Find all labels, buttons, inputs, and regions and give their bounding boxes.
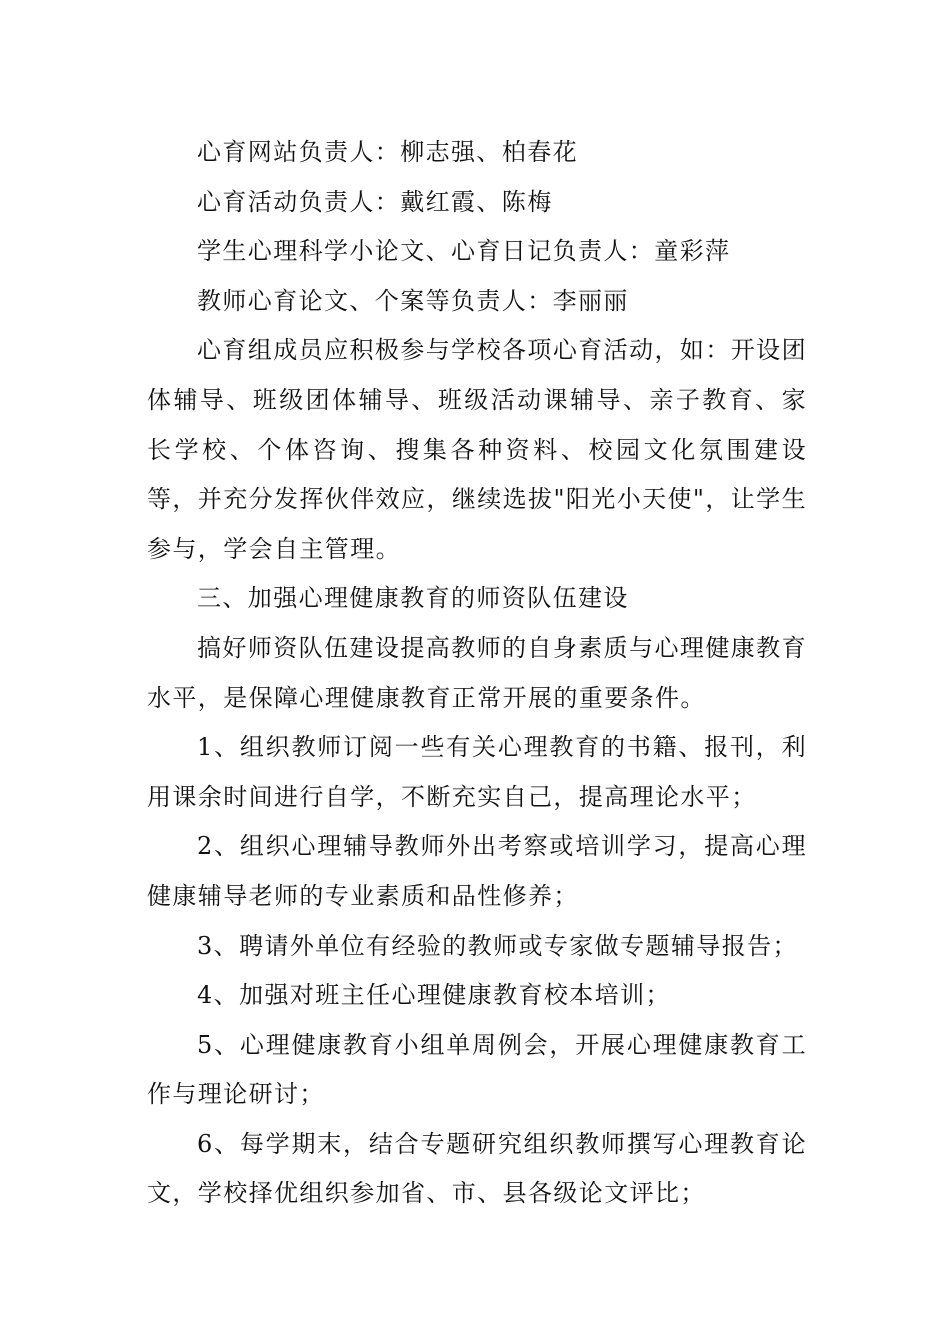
paragraph-teacher-paper-lead: 教师心育论文、个案等负责人：李丽丽: [197, 286, 629, 315]
document-body: [147, 128, 807, 1219]
list-item-5: 5、心理健康教育小组单周例会，开展心理健康教育工作与理论研讨；: [147, 1030, 807, 1109]
list-item-4: 4、加强对班主任心理健康教育校本培训；: [197, 981, 671, 1010]
paragraph-student-essay-lead: 学生心理科学小论文、心育日记负责人：童彩萍: [197, 237, 731, 266]
list-item-6: 6、每学期末，结合专题研究组织教师撰写心理教育论文，学校择优组织参加省、市、县各级论文评比；: [147, 1129, 807, 1208]
list-item-1: 1、组织教师订阅一些有关心理教育的书籍、报刊，利用课余时间进行自学，不断充实自己，提高理论水平；: [147, 733, 807, 811]
paragraph-team-building: 搞好师资队伍建设提高教师的自身素质与心理健康教育水平，是保障心理健康教育正常开展的重要条件。: [147, 633, 807, 712]
paragraph-member-duties: 心育组成员应积极参与学校各项心育活动，如：开设团体辅导、班级团体辅导、班级活动课辅导、亲子教育、家长学校、个体咨询、搜集各种资料、校园文化氛围建设等，并充分发挥伙伴效应，继续选拔"阳光小天使"，让学生参与，学会自主管理。: [147, 336, 807, 563]
list-item-3: 3、聘请外单位有经验的教师或专家做专题辅导报告；: [197, 931, 798, 960]
section-heading-teacher-team: 三、加强心理健康教育的师资队伍建设: [197, 584, 629, 613]
paragraph-activity-leads: 心育活动负责人：戴红霞、陈梅: [197, 187, 553, 216]
list-item-2: 2、组织心理辅导教师外出考察或培训学习，提高心理健康辅导老师的专业素质和品性修养；: [147, 832, 807, 910]
paragraph-website-leads: 心育网站负责人：柳志强、柏春花: [197, 138, 578, 166]
